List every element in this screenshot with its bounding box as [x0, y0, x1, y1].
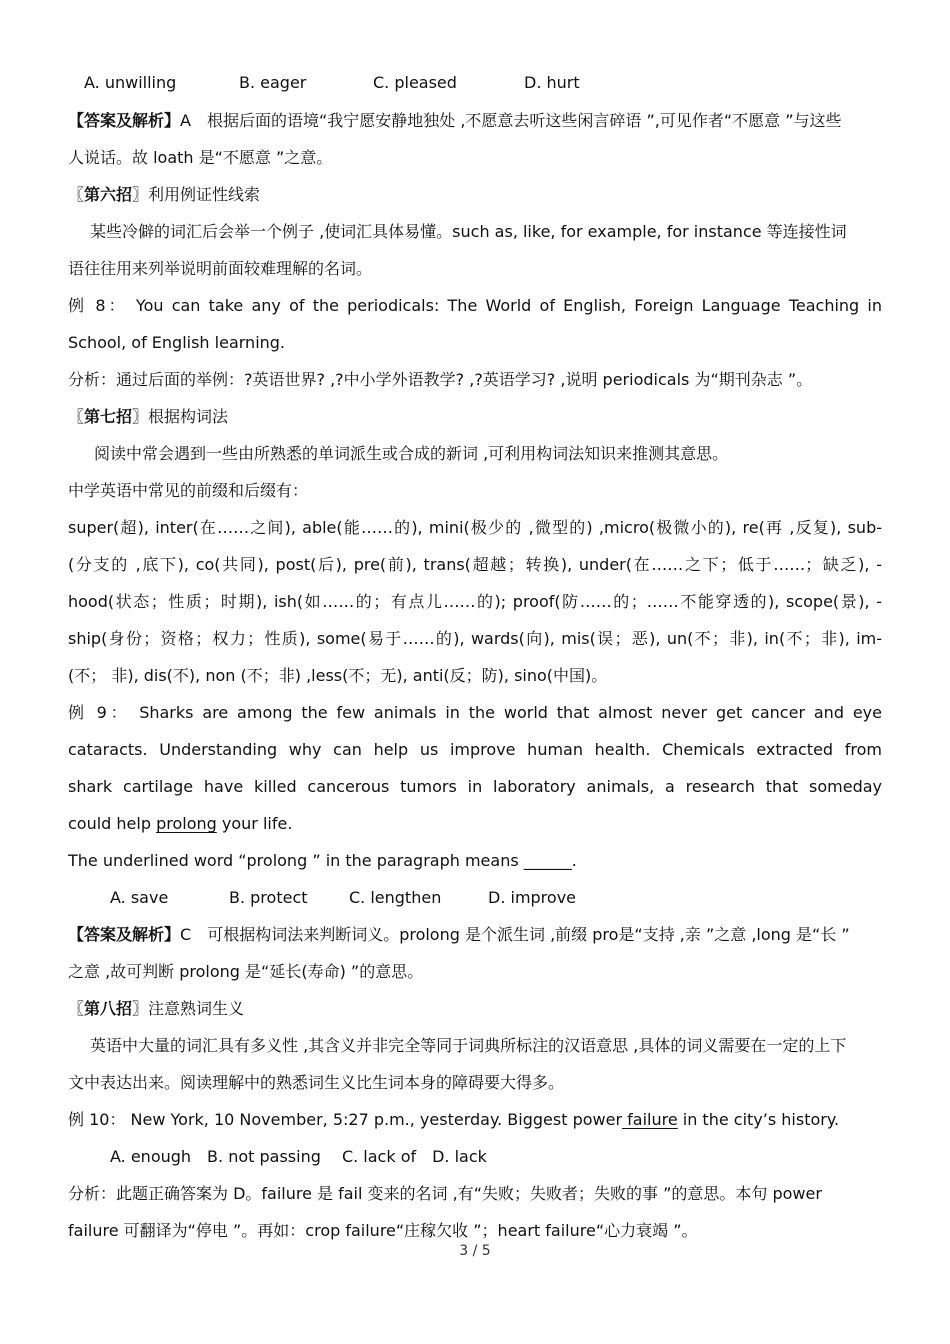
affix-line: (不； 非), dis(不), non (不；非) ,less(不；无), anti(反；防), sino(中国)。 [68, 666, 608, 685]
paragraph-line: 中学英语中常见的前缀和后缀有： [68, 481, 309, 500]
paragraph-line: 文中表达出来。阅读理解中的熟悉词生义比生词本身的障碍要大得多。 [68, 1073, 565, 1092]
bracket-open: 〖 [68, 407, 85, 426]
bracket-close: 〗 [132, 999, 149, 1018]
option-b: B. protect [229, 888, 308, 907]
section-title: 第七招 [84, 407, 133, 426]
paragraph-line: 语往往用来列举说明前面较难理解的名词。 [68, 259, 373, 278]
example-line: 例 8： You can take any of the periodicals: The World of English, Foreign Language Teaching in [68, 296, 882, 315]
option-d: D. improve [488, 888, 577, 907]
paragraph-line: 英语中大量的词汇具有多义性 ,其含义并非完全等同于词典所标注的汉语意思 ,具体的词义需要在一定的上下 [90, 1036, 847, 1055]
section-subtitle: 根据构词法 [148, 407, 229, 426]
section-heading [68, 176, 882, 213]
answer-label: 【答案及解析】 [68, 925, 181, 944]
example-line: 例 9： Sharks are among the few animals in the world that almost never get cancer and eye [68, 703, 882, 722]
example-line: cataracts. Understanding why can help us improve human health. Chemicals extracted from [68, 740, 882, 759]
example-line [68, 805, 882, 842]
affix-line: (分支的 ,底下), co(共同), post(后), pre(前), trans(超越；转换), under(在……之下；低于……；缺乏), - [68, 555, 882, 574]
question-line: The underlined word “prolong ” in the paragraph means ______. [68, 851, 577, 870]
option-a: A. unwilling [84, 73, 177, 92]
option-d: D. hurt [524, 73, 580, 92]
bracket-close: 〗 [132, 185, 149, 204]
option-c: C. lengthen [349, 888, 442, 907]
document-page [68, 64, 882, 1249]
analysis-line: 分析：通过后面的举例：?英语世界? ,?中小学外语教学? ,?英语学习? ,说明 periodicals 为“期刊杂志 ”。 [68, 370, 813, 389]
answer-line [68, 916, 882, 953]
paragraph-line: 阅读中常会遇到一些由所熟悉的单词派生或合成的新词 ,可利用构词法知识来推测其意思。 [94, 444, 729, 463]
affix-line: hood(状态；性质；时期), ish(如……的；有点儿……的); proof(防……的；……不能穿透的), scope(景), - [68, 592, 882, 611]
answer-line [68, 102, 882, 139]
answer-label: 【答案及解析】 [68, 111, 181, 130]
bracket-open: 〖 [68, 999, 85, 1018]
section-subtitle: 利用例证性线索 [148, 185, 261, 204]
example-line: shark cartilage have killed cancerous tumors in laboratory animals, a research that someday [68, 777, 882, 796]
section-title: 第六招 [84, 185, 133, 204]
bracket-close: 〗 [132, 407, 149, 426]
bracket-open: 〖 [68, 185, 85, 204]
option-b: B. eager [239, 73, 307, 92]
example-line: School, of English learning. [68, 333, 286, 352]
underlined-word: prolong [156, 814, 217, 833]
question-options [68, 64, 882, 102]
affix-line: super(超), inter(在……之间), able(能……的), mini(极少的 ,微型的) ,micro(极微小的), re(再 ,反复), sub- [68, 518, 882, 537]
analysis-line: 分析：此题正确答案为 D。failure 是 fail 变来的名词 ,有“失败；失败者；失败的事 ”的意思。本句 power [68, 1184, 822, 1203]
answer-line: 人说话。故 loath 是“不愿意 ”之意。 [68, 148, 333, 167]
analysis-line: failure 可翻译为“停电 ”。再如：crop failure“庄稼欠收 ”；heart failure“心力衰竭 ”。 [68, 1221, 698, 1240]
section-heading [68, 398, 882, 435]
underlined-word: failure [622, 1110, 678, 1129]
text-segment: your life. [216, 814, 293, 833]
page-number: 3 / 5 [459, 1243, 491, 1259]
section-subtitle: 注意熟词生义 [148, 999, 245, 1018]
answer-text: C 可根据构词法来判断词义。prolong 是个派生词 ,前缀 pro是“支持 ,亲 ”之意 ,long 是“长 ” [180, 925, 850, 944]
example-line [68, 1101, 882, 1138]
answer-line: 之意 ,故可判断 prolong 是“延长(寿命) ”的意思。 [68, 962, 424, 981]
affix-line: ship(身份；资格；权力；性质), some(易于……的), wards(向), mis(误；恶), un(不；非), in(不；非), im- [68, 629, 882, 648]
paragraph-line: 某些冷僻的词汇后会举一个例子 ,使词汇具体易懂。such as, like, for example, for instance 等连接性词 [90, 222, 847, 241]
section-title: 第八招 [84, 999, 133, 1018]
text-segment: could help [68, 814, 157, 833]
text-segment: 例 10： New York, 10 November, 5:27 p.m., yesterday. Biggest power [68, 1110, 623, 1129]
section-heading [68, 990, 882, 1027]
answer-text: A 根据后面的语境“我宁愿安静地独处 ,不愿意去听这些闲言碎语 ”,可见作者“不愿意 ”与这些 [180, 111, 842, 130]
question-options [68, 879, 882, 916]
option-c: C. pleased [373, 73, 457, 92]
question-options: A. enough B. not passing C. lack of D. lack [110, 1147, 487, 1166]
text-segment: in the city’s history. [677, 1110, 840, 1129]
option-a: A. save [110, 888, 169, 907]
